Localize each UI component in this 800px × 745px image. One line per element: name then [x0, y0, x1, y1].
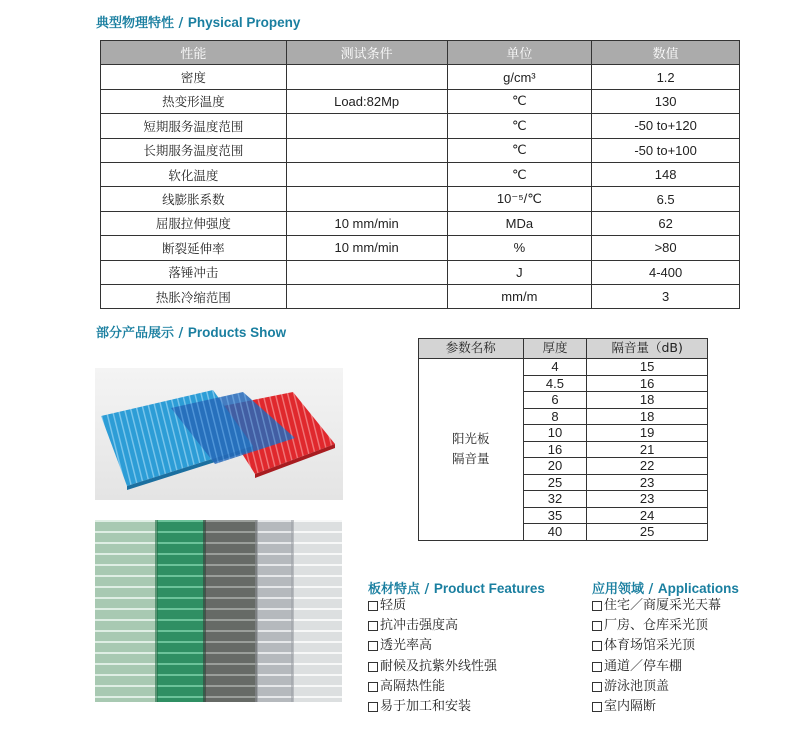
thickness-cell: 16: [523, 441, 587, 458]
colored-sheets-illustration: [95, 368, 343, 500]
property-cell: 落锤冲击: [101, 260, 287, 284]
features-title-cn: 板材特点: [368, 582, 421, 597]
condition-cell: [286, 114, 447, 138]
value-cell: 148: [592, 162, 740, 186]
header-value: 数值: [592, 41, 740, 65]
list-item: [368, 657, 497, 677]
sound-header-param: 参数名称: [419, 339, 524, 359]
checkbox-icon: [592, 601, 602, 611]
table-row: [101, 211, 740, 235]
db-cell: 21: [587, 441, 708, 458]
table-row: [101, 187, 740, 211]
db-cell: 18: [587, 408, 708, 425]
value-cell: 130: [592, 89, 740, 113]
checkbox-icon: [368, 702, 378, 712]
list-item-label: 体育场馆采光顶: [604, 638, 696, 654]
list-item: [592, 657, 721, 677]
table-header-row: [101, 41, 740, 65]
product-photo-colored-sheets: [95, 368, 343, 500]
products-section-title: [96, 322, 286, 341]
thickness-cell: 40: [523, 524, 587, 541]
table-row: [101, 236, 740, 260]
header-unit: 单位: [447, 41, 592, 65]
property-cell: 热变形温度: [101, 89, 287, 113]
table-row: [101, 65, 740, 89]
value-cell: -50 to+100: [592, 138, 740, 162]
grey-sheet: [205, 520, 257, 702]
physical-title-en: Physical Propeny: [187, 15, 301, 30]
condition-cell: [286, 65, 447, 89]
list-item-label: 轻质: [380, 598, 407, 613]
thickness-cell: 8: [523, 408, 587, 425]
db-cell: 23: [587, 491, 708, 508]
property-cell: 热胀冷缩范围: [101, 284, 287, 308]
table-row: [101, 114, 740, 138]
list-item: [368, 677, 497, 697]
condition-cell: [286, 138, 447, 162]
checkbox-icon: [368, 641, 378, 651]
product-photo-stacked-sheets: [95, 520, 342, 702]
db-cell: 18: [587, 392, 708, 409]
physical-property-table: [100, 40, 740, 309]
thickness-cell: 10: [523, 425, 587, 442]
unit-cell: g/cm³: [447, 65, 592, 89]
unit-cell: ℃: [447, 138, 592, 162]
sound-header-thickness: 厚度: [523, 339, 587, 359]
list-item: [368, 697, 497, 717]
unit-cell: %: [447, 236, 592, 260]
applications-title-cn: 应用领域: [592, 582, 645, 597]
list-item-label: 抗冲击强度高: [380, 618, 459, 634]
light-green-sheet: [95, 520, 157, 702]
applications-section-title: [592, 578, 739, 597]
title-separator: /: [178, 326, 184, 341]
condition-cell: [286, 260, 447, 284]
condition-cell: 10 mm/min: [286, 236, 447, 260]
features-list: [368, 596, 497, 717]
db-cell: 22: [587, 458, 708, 475]
merged-label-cell: [419, 359, 524, 541]
table-row: [101, 284, 740, 308]
light-grey-sheet: [257, 520, 293, 702]
physical-title-cn: 典型物理特性: [96, 16, 175, 31]
checkbox-icon: [368, 682, 378, 692]
table-row: [101, 138, 740, 162]
stacked-sheets-illustration: [95, 520, 342, 702]
property-cell: 密度: [101, 65, 287, 89]
applications-list: [592, 596, 721, 717]
list-item: [368, 636, 497, 656]
db-cell: 25: [587, 524, 708, 541]
checkbox-icon: [368, 601, 378, 611]
value-cell: >80: [592, 236, 740, 260]
checkbox-icon: [592, 621, 602, 631]
green-sheet: [157, 520, 205, 702]
thickness-cell: 6: [523, 392, 587, 409]
list-item-label: 通道／停车棚: [604, 658, 683, 674]
condition-cell: 10 mm/min: [286, 211, 447, 235]
thickness-cell: 35: [523, 507, 587, 524]
thickness-cell: 20: [523, 458, 587, 475]
table-row: [101, 260, 740, 284]
list-item-label: 高隔热性能: [380, 678, 446, 694]
db-cell: 24: [587, 507, 708, 524]
condition-cell: [286, 284, 447, 308]
header-condition: 测试条件: [286, 41, 447, 65]
property-cell: 软化温度: [101, 162, 287, 186]
title-separator: /: [648, 582, 654, 597]
products-title-cn: 部分产品展示: [96, 326, 175, 341]
thickness-cell: 25: [523, 474, 587, 491]
products-title-en: Products Show: [187, 325, 287, 340]
thickness-cell: 32: [523, 491, 587, 508]
thickness-cell: 4: [523, 359, 587, 376]
merged-label-line1: 阳光板: [452, 431, 490, 447]
list-item-label: 耐候及抗紫外线性强: [380, 658, 498, 674]
unit-cell: MDa: [447, 211, 592, 235]
features-section-title: [368, 578, 545, 597]
applications-title-en: Applications: [657, 581, 739, 596]
title-separator: /: [424, 582, 430, 597]
value-cell: 1.2: [592, 65, 740, 89]
condition-cell: [286, 162, 447, 186]
value-cell: -50 to+120: [592, 114, 740, 138]
checkbox-icon: [368, 621, 378, 631]
checkbox-icon: [592, 662, 602, 672]
unit-cell: ℃: [447, 114, 592, 138]
merged-label-line2: 隔音量: [452, 451, 490, 467]
unit-cell: J: [447, 260, 592, 284]
unit-cell: ℃: [447, 162, 592, 186]
features-title-en: Product Features: [433, 581, 545, 596]
checkbox-icon: [368, 662, 378, 672]
value-cell: 3: [592, 284, 740, 308]
list-item-label: 游泳池顶盖: [604, 678, 670, 694]
list-item: [592, 677, 721, 697]
list-item: [368, 596, 497, 616]
list-item-label: 厂房、仓库采光顶: [604, 618, 709, 634]
value-cell: 4-400: [592, 260, 740, 284]
table-row: [419, 359, 708, 376]
table-row: [101, 89, 740, 113]
sound-header-row: [419, 339, 708, 359]
list-item: [592, 636, 721, 656]
list-item: [368, 616, 497, 636]
list-item: [592, 616, 721, 636]
property-cell: 屈服拉伸强度: [101, 211, 287, 235]
unit-cell: 10⁻⁵/℃: [447, 187, 592, 211]
checkbox-icon: [592, 682, 602, 692]
list-item-label: 室内隔断: [604, 698, 657, 714]
db-cell: 16: [587, 375, 708, 392]
property-cell: 长期服务温度范围: [101, 138, 287, 162]
list-item: [592, 596, 721, 616]
list-item-label: 易于加工和安装: [380, 698, 472, 714]
property-cell: 短期服务温度范围: [101, 114, 287, 138]
list-item-label: 透光率高: [380, 638, 433, 654]
clear-sheet: [293, 520, 342, 702]
sound-insulation-table: [418, 338, 708, 541]
unit-cell: mm/m: [447, 284, 592, 308]
checkbox-icon: [592, 702, 602, 712]
db-cell: 15: [587, 359, 708, 376]
sound-header-db: 隔音量（dB): [587, 339, 708, 359]
value-cell: 6.5: [592, 187, 740, 211]
list-item-label: 住宅／商厦采光天幕: [604, 598, 722, 613]
checkbox-icon: [592, 641, 602, 651]
table-row: [101, 162, 740, 186]
condition-cell: Load:82Mp: [286, 89, 447, 113]
title-separator: /: [178, 16, 184, 31]
property-cell: 断裂延伸率: [101, 236, 287, 260]
list-item: [592, 697, 721, 717]
property-cell: 线膨胀系数: [101, 187, 287, 211]
db-cell: 19: [587, 425, 708, 442]
unit-cell: ℃: [447, 89, 592, 113]
value-cell: 62: [592, 211, 740, 235]
db-cell: 23: [587, 474, 708, 491]
condition-cell: [286, 187, 447, 211]
header-property: 性能: [101, 41, 287, 65]
thickness-cell: 4.5: [523, 375, 587, 392]
physical-section-title: [96, 12, 300, 31]
